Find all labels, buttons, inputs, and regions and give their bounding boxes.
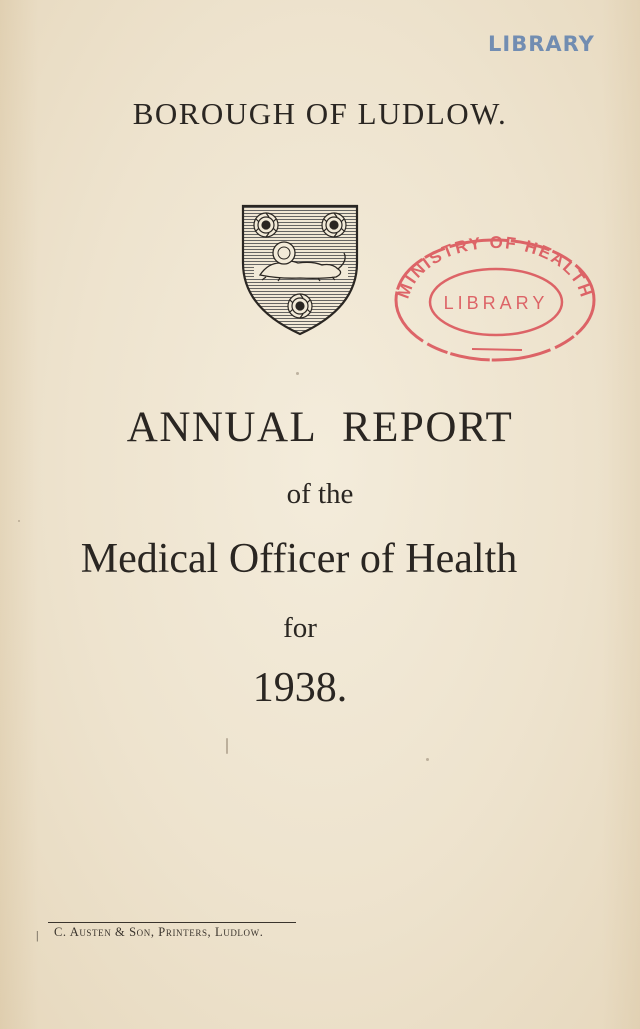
borough-heading: BOROUGH OF LUDLOW. (132, 96, 508, 131)
paper-speck (18, 520, 20, 522)
paper-speck (226, 738, 228, 754)
printer-imprint: C. Austen & Son, Printers, Ludlow. (54, 925, 264, 939)
borough-shield-crest-icon (240, 203, 360, 337)
for-line: for (283, 612, 317, 644)
seal-outer-text: MINISTRY OF HEALTH (393, 236, 597, 302)
report-subject: Medical Officer of Health (80, 536, 518, 582)
report-title: ANNUAL REPORT (126, 404, 514, 451)
paper-speck (296, 372, 299, 375)
library-stamp: LIBRARY (488, 32, 595, 56)
printer-rule (48, 922, 296, 923)
printer-mark: | (36, 928, 39, 942)
seal-inner-text: LIBRARY (443, 293, 549, 313)
report-year: 1938. (252, 665, 348, 711)
of-the-line: of the (286, 478, 354, 510)
ministry-library-seal-icon (392, 236, 598, 364)
paper-speck (426, 758, 429, 761)
